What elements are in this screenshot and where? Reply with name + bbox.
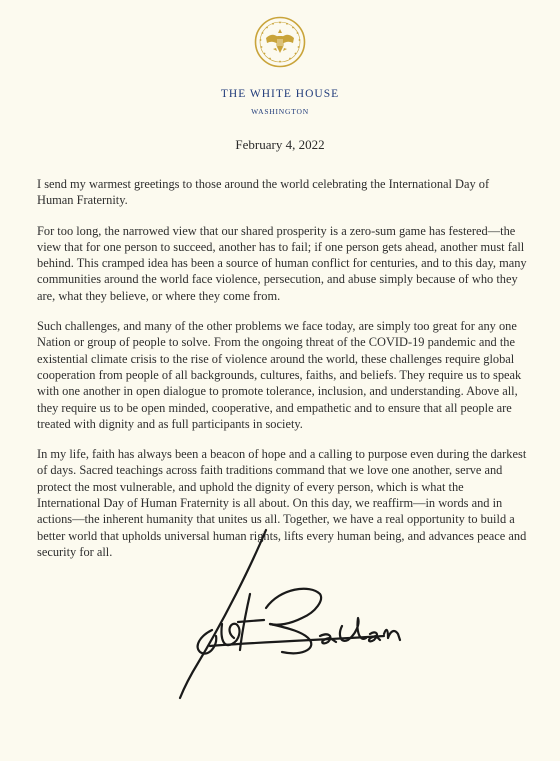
paragraph: I send my warmest greetings to those around the world celebrating the International Day of Human Fraternity. — [37, 177, 490, 208]
paragraph: For too long, the narrowed view that our shared prosperity is a zero-sum game has festered—the view that for one person to succeed, another has to fail; if one person gets ahead, another must fall behind. This cramped idea has been a source of human conflict for centuries, and to this day, many communities around the world face violence, persecution, and abuse simply because of who they are, what they believe, or where they come from. — [37, 223, 527, 303]
letter-body — [37, 176, 527, 574]
letterhead-title: THE WHITE HOUSE — [220, 88, 340, 100]
letterhead-subtitle: WASHINGTON — [251, 107, 309, 116]
paragraph: Such challenges, and many of the other problems we face today, are simply too great for any one Nation or group of people to solve. From the ongoing threat of the COVID-19 pandemic and the existential climate crisis to the rise of violence around the world, these challenges require global cooperation from people of all backgrounds, cultures, faiths, and beliefs. They require us to speak with one another in open dialogue to promote tolerance, inclusion, and understanding. Above all, they require us to be open minded, cooperative, and empathetic and to ensure that all people are treated with dignity and as full participants in society. — [37, 319, 522, 431]
presidential-seal-icon — [254, 16, 306, 68]
paragraph: In my life, faith has always been a beacon of hope and a calling to purpose even during the darkest of days. Sacred teachings across faith traditions command that we love one another, serve and protect the most vulnerable, and uphold the dignity of every person, which is what the International Day of Human Fraternity is all about. On this day, we reaffirm—in words and in actions—the inherent humanity that unites us all. Together, we have a real opportunity to build a better world that upholds universal human rights, lifts every human being, and advances peace and security for all. — [37, 447, 527, 559]
handwritten-signature — [170, 528, 410, 703]
letter-date: February 4, 2022 — [235, 137, 325, 152]
